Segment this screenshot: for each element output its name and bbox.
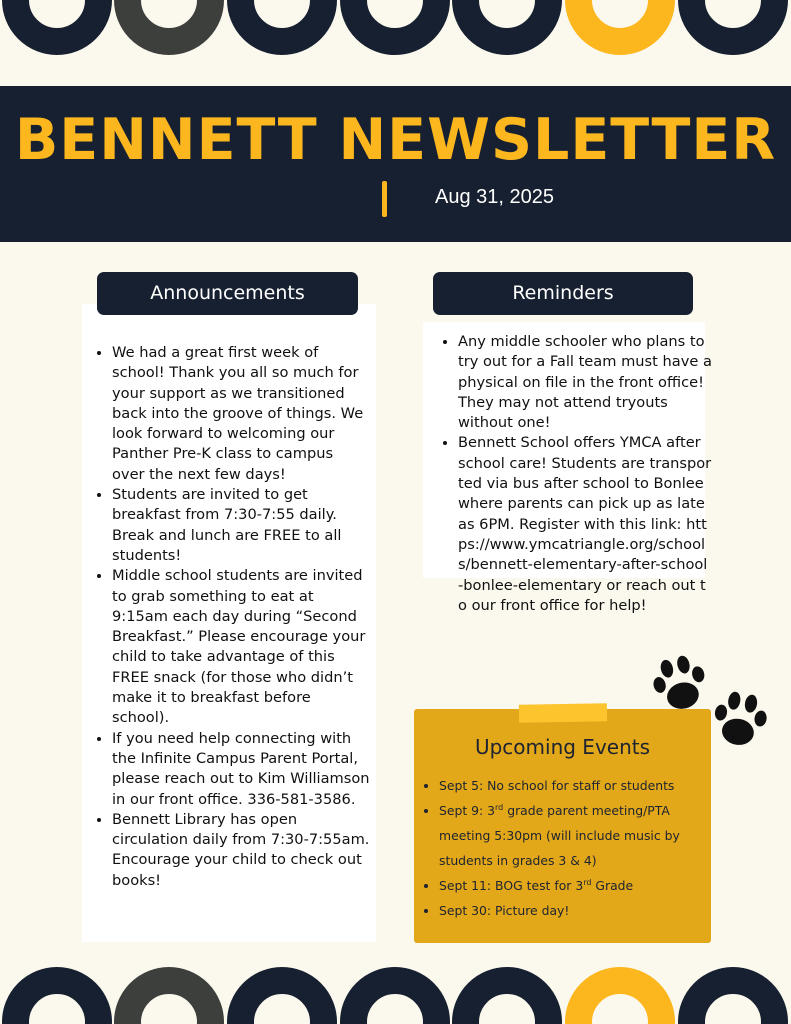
event-item: • Sept 11: BOG test for 3rd Grade	[439, 873, 719, 898]
announcements-heading: Announcements	[97, 272, 358, 315]
top-ring-border	[0, 0, 791, 60]
date-divider	[382, 181, 387, 217]
ring-decoration	[452, 0, 562, 55]
list-item: • Bennett School offers YMCA after school care! Students are transported via bus after school to Bonlee where parents can pick up as late as 6PM. Register with this link: https://www.ymcatriangle.org/schools/bennett-elementary-after-school-bonlee-elementary or reach out to our front office for help!	[458, 433, 712, 616]
ring-decoration	[678, 0, 788, 55]
list-item: • Middle school students are invited to grab something to eat at 9:15am each day during “Second Breakfast.” Please encourage your child to take advantage of this FREE snack (for those who didn’t make it to breakfast before school).	[112, 566, 370, 728]
announcements-list	[92, 343, 370, 891]
list-item: • Students are invited to get breakfast from 7:30-7:55 daily. Break and lunch are FREE to all students!	[112, 485, 370, 566]
ring-decoration	[340, 0, 450, 55]
ring-decoration	[452, 967, 562, 1024]
list-item: • If you need help connecting with the Infinite Campus Parent Portal, please reach out to Kim Williamson in our front office. 336-581-3586.	[112, 729, 370, 810]
ring-decoration	[565, 967, 675, 1024]
ring-decoration	[227, 967, 337, 1024]
list-item: • We had a great first week of school! Thank you all so much for your support as we transitioned back into the groove of things. We look forward to welcoming our Panther Pre-K class to campus over the next few days!	[112, 343, 370, 485]
reminders-heading: Reminders	[433, 272, 693, 315]
ring-decoration	[2, 0, 112, 55]
list-item: • Any middle schooler who plans to try out for a Fall team must have a physical on file in the front office! They may not attend tryouts without one!	[458, 332, 712, 433]
ring-decoration	[227, 0, 337, 55]
newsletter-title: BENNETT NEWSLETTER	[14, 107, 777, 173]
events-heading: Upcoming Events	[474, 735, 651, 759]
ring-decoration	[340, 967, 450, 1024]
event-item: • Sept 9: 3rd grade parent meeting/PTA meeting 5:30pm (will include music by students in grades 3 & 4)	[439, 798, 719, 873]
ring-decoration	[678, 967, 788, 1024]
ring-decoration	[565, 0, 675, 55]
newsletter-date: Aug 31, 2025	[435, 186, 554, 208]
paw-print-icon	[707, 686, 773, 755]
tape-decoration	[519, 703, 607, 723]
ring-decoration	[114, 0, 224, 55]
ring-decoration	[2, 967, 112, 1024]
event-item: • Sept 30: Picture day!	[439, 898, 719, 923]
reminders-list	[438, 332, 712, 616]
ring-decoration	[114, 967, 224, 1024]
events-list	[422, 773, 719, 923]
event-item: • Sept 5: No school for staff or students	[439, 773, 719, 798]
bottom-ring-border	[0, 964, 791, 1024]
list-item: • Bennett Library has open circulation daily from 7:30-7:55am. Encourage your child to check out books!	[112, 810, 370, 891]
